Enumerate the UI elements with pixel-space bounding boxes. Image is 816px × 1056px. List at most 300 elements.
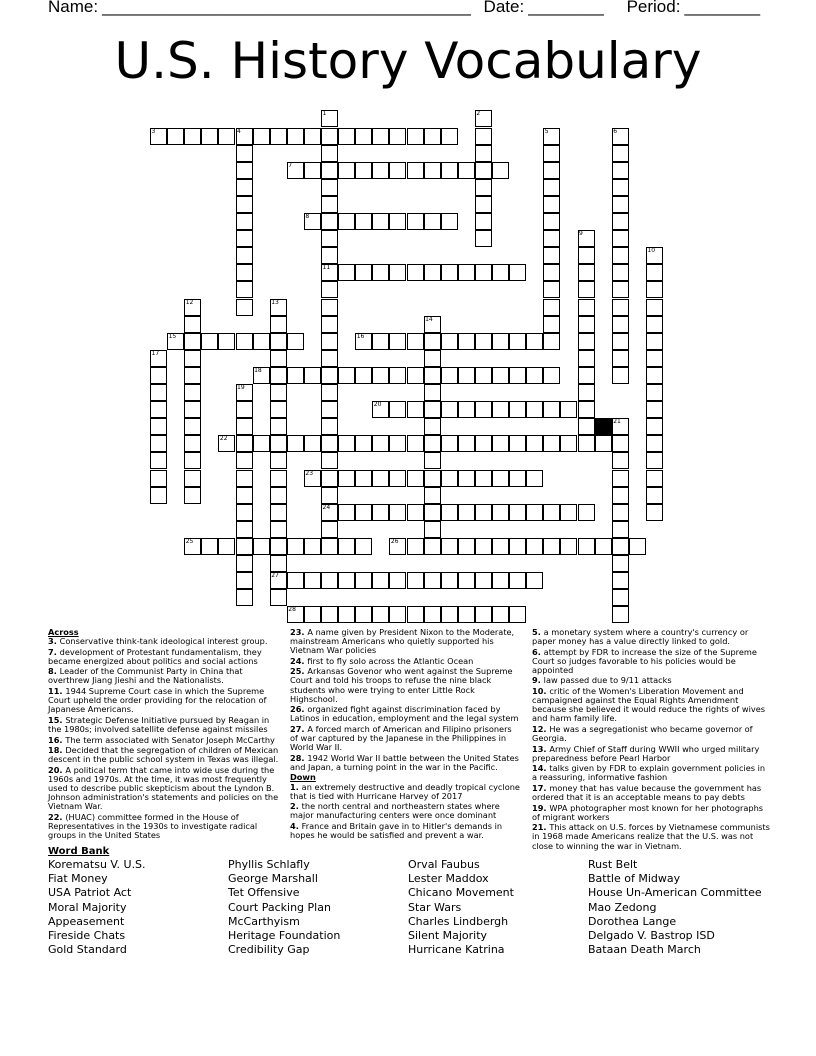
grid-cell[interactable] <box>543 145 560 162</box>
grid-cell[interactable] <box>492 538 509 555</box>
grid-cell[interactable] <box>218 128 235 145</box>
grid-cell[interactable] <box>578 435 595 452</box>
grid-cell[interactable] <box>441 470 458 487</box>
grid-cell[interactable] <box>270 401 287 418</box>
grid-cell[interactable] <box>560 401 577 418</box>
grid-cell[interactable] <box>526 435 543 452</box>
grid-cell[interactable] <box>270 350 287 367</box>
grid-cell[interactable] <box>526 572 543 589</box>
grid-cell[interactable] <box>458 606 475 623</box>
grid-cell[interactable] <box>372 264 389 281</box>
grid-cell[interactable] <box>150 401 167 418</box>
grid-cell[interactable] <box>270 521 287 538</box>
grid-cell[interactable] <box>526 538 543 555</box>
grid-cell[interactable] <box>407 504 424 521</box>
grid-cell[interactable] <box>612 196 629 213</box>
grid-cell[interactable] <box>270 333 287 350</box>
grid-cell[interactable] <box>389 264 406 281</box>
grid-cell[interactable] <box>338 538 355 555</box>
grid-cell[interactable] <box>253 538 270 555</box>
grid-cell[interactable] <box>201 128 218 145</box>
grid-cell[interactable] <box>389 504 406 521</box>
grid-cell[interactable] <box>236 281 253 298</box>
grid-cell[interactable] <box>270 435 287 452</box>
grid-cell[interactable] <box>184 452 201 469</box>
grid-cell[interactable] <box>150 384 167 401</box>
grid-cell[interactable] <box>184 470 201 487</box>
grid-cell[interactable] <box>236 589 253 606</box>
grid-cell[interactable] <box>236 179 253 196</box>
grid-cell[interactable] <box>629 538 646 555</box>
grid-cell[interactable] <box>475 162 492 179</box>
grid-cell[interactable] <box>646 350 663 367</box>
grid-cell[interactable] <box>475 213 492 230</box>
grid-cell[interactable] <box>441 128 458 145</box>
grid-cell[interactable] <box>372 435 389 452</box>
grid-cell[interactable] <box>321 179 338 196</box>
grid-cell[interactable] <box>578 299 595 316</box>
grid-cell[interactable] <box>424 572 441 589</box>
grid-cell[interactable] <box>492 264 509 281</box>
grid-cell[interactable] <box>321 145 338 162</box>
grid-cell[interactable] <box>458 264 475 281</box>
grid-cell[interactable] <box>321 350 338 367</box>
grid-cell[interactable] <box>407 367 424 384</box>
grid-cell[interactable] <box>287 538 304 555</box>
grid-cell[interactable] <box>372 504 389 521</box>
grid-cell[interactable] <box>304 162 321 179</box>
grid-cell[interactable] <box>236 470 253 487</box>
grid-cell[interactable] <box>355 470 372 487</box>
grid-cell[interactable] <box>355 538 372 555</box>
grid-cell[interactable] <box>441 435 458 452</box>
grid-cell[interactable] <box>543 281 560 298</box>
grid-cell[interactable] <box>458 333 475 350</box>
grid-cell[interactable] <box>321 572 338 589</box>
grid-cell[interactable] <box>372 606 389 623</box>
grid-cell[interactable] <box>578 384 595 401</box>
grid-cell[interactable] <box>338 213 355 230</box>
grid-cell[interactable] <box>441 367 458 384</box>
grid-cell[interactable] <box>475 128 492 145</box>
grid-cell[interactable] <box>492 606 509 623</box>
grid-cell[interactable] <box>646 281 663 298</box>
grid-cell[interactable] <box>236 230 253 247</box>
grid-cell[interactable] <box>612 367 629 384</box>
grid-cell[interactable] <box>236 213 253 230</box>
grid-cell[interactable] <box>167 128 184 145</box>
grid-cell[interactable] <box>612 162 629 179</box>
grid-cell[interactable] <box>578 281 595 298</box>
grid-cell[interactable] <box>407 435 424 452</box>
grid-cell[interactable] <box>270 487 287 504</box>
grid-cell[interactable] <box>321 487 338 504</box>
grid-cell[interactable] <box>543 299 560 316</box>
name-line[interactable]: _______________________________________ <box>102 0 471 16</box>
grid-cell[interactable] <box>270 504 287 521</box>
grid-cell[interactable] <box>304 538 321 555</box>
grid-cell[interactable] <box>441 264 458 281</box>
grid-cell[interactable] <box>612 572 629 589</box>
grid-cell[interactable] <box>321 196 338 213</box>
period-line[interactable]: ________ <box>684 0 761 16</box>
grid-cell[interactable] <box>543 401 560 418</box>
grid-cell[interactable] <box>236 521 253 538</box>
grid-cell[interactable] <box>492 504 509 521</box>
grid-cell[interactable] <box>612 230 629 247</box>
grid-cell[interactable] <box>150 487 167 504</box>
grid-cell[interactable] <box>424 264 441 281</box>
date-line[interactable]: ________ <box>528 0 604 16</box>
grid-cell[interactable] <box>646 316 663 333</box>
grid-cell[interactable] <box>646 435 663 452</box>
grid-cell[interactable] <box>492 162 509 179</box>
grid-cell[interactable] <box>150 435 167 452</box>
grid-cell[interactable] <box>424 538 441 555</box>
grid-cell[interactable] <box>407 572 424 589</box>
grid-cell[interactable] <box>270 589 287 606</box>
grid-cell[interactable] <box>424 487 441 504</box>
grid-cell[interactable] <box>458 435 475 452</box>
grid-cell[interactable] <box>441 504 458 521</box>
grid-cell[interactable] <box>338 367 355 384</box>
grid-cell[interactable] <box>287 367 304 384</box>
grid-cell[interactable] <box>509 401 526 418</box>
grid-cell[interactable] <box>321 521 338 538</box>
grid-cell[interactable] <box>201 538 218 555</box>
grid-cell[interactable] <box>407 128 424 145</box>
grid-cell[interactable] <box>253 435 270 452</box>
grid-cell[interactable] <box>612 521 629 538</box>
grid-cell[interactable] <box>441 213 458 230</box>
grid-cell[interactable] <box>304 367 321 384</box>
grid-cell[interactable] <box>236 333 253 350</box>
grid-cell[interactable] <box>612 435 629 452</box>
grid-cell[interactable] <box>526 367 543 384</box>
grid-cell[interactable] <box>270 384 287 401</box>
grid-cell[interactable] <box>236 555 253 572</box>
grid-cell[interactable] <box>355 435 372 452</box>
grid-cell[interactable] <box>424 418 441 435</box>
grid-cell[interactable] <box>236 418 253 435</box>
grid-cell[interactable] <box>612 333 629 350</box>
grid-cell[interactable] <box>509 606 526 623</box>
grid-cell[interactable] <box>150 452 167 469</box>
grid-cell[interactable] <box>458 401 475 418</box>
grid-cell[interactable] <box>184 401 201 418</box>
grid-cell[interactable] <box>236 504 253 521</box>
grid-cell[interactable] <box>475 606 492 623</box>
grid-cell[interactable] <box>612 452 629 469</box>
grid-cell[interactable] <box>424 470 441 487</box>
grid-cell[interactable] <box>560 435 577 452</box>
grid-cell[interactable] <box>475 504 492 521</box>
grid-cell[interactable] <box>612 281 629 298</box>
grid-cell[interactable] <box>578 247 595 264</box>
grid-cell[interactable] <box>236 487 253 504</box>
grid-cell[interactable] <box>578 333 595 350</box>
grid-cell[interactable] <box>389 162 406 179</box>
grid-cell[interactable] <box>543 435 560 452</box>
grid-cell[interactable] <box>321 316 338 333</box>
grid-cell[interactable] <box>612 350 629 367</box>
grid-cell[interactable] <box>612 470 629 487</box>
grid-cell[interactable] <box>304 435 321 452</box>
grid-cell[interactable] <box>543 196 560 213</box>
grid-cell[interactable] <box>304 128 321 145</box>
grid-cell[interactable] <box>458 367 475 384</box>
grid-cell[interactable] <box>372 367 389 384</box>
grid-cell[interactable] <box>543 316 560 333</box>
grid-cell[interactable] <box>612 213 629 230</box>
grid-cell[interactable] <box>355 606 372 623</box>
grid-cell[interactable] <box>201 333 218 350</box>
grid-cell[interactable] <box>372 572 389 589</box>
grid-cell[interactable] <box>338 572 355 589</box>
grid-cell[interactable] <box>321 384 338 401</box>
grid-cell[interactable] <box>458 470 475 487</box>
grid-cell[interactable] <box>287 128 304 145</box>
grid-cell[interactable] <box>526 401 543 418</box>
grid-cell[interactable] <box>578 538 595 555</box>
grid-cell[interactable] <box>321 230 338 247</box>
grid-cell[interactable] <box>407 333 424 350</box>
grid-cell[interactable] <box>424 401 441 418</box>
grid-cell[interactable] <box>150 470 167 487</box>
grid-cell[interactable] <box>184 333 201 350</box>
grid-cell[interactable] <box>389 128 406 145</box>
grid-cell[interactable] <box>424 435 441 452</box>
grid-cell[interactable] <box>270 316 287 333</box>
grid-cell[interactable] <box>475 145 492 162</box>
grid-cell[interactable] <box>372 470 389 487</box>
grid-cell[interactable] <box>321 299 338 316</box>
grid-cell[interactable] <box>270 555 287 572</box>
grid-cell[interactable] <box>338 162 355 179</box>
grid-cell[interactable] <box>389 213 406 230</box>
grid-cell[interactable] <box>355 572 372 589</box>
grid-cell[interactable] <box>355 213 372 230</box>
grid-cell[interactable] <box>475 333 492 350</box>
grid-cell[interactable] <box>236 452 253 469</box>
grid-cell[interactable] <box>612 264 629 281</box>
grid-cell[interactable] <box>646 487 663 504</box>
grid-cell[interactable] <box>424 128 441 145</box>
grid-cell[interactable] <box>407 264 424 281</box>
grid-cell[interactable] <box>321 606 338 623</box>
grid-cell[interactable] <box>355 367 372 384</box>
grid-cell[interactable] <box>424 350 441 367</box>
grid-cell[interactable] <box>424 384 441 401</box>
grid-cell[interactable] <box>321 418 338 435</box>
grid-cell[interactable] <box>475 401 492 418</box>
grid-cell[interactable] <box>612 299 629 316</box>
grid-cell[interactable] <box>389 572 406 589</box>
grid-cell[interactable] <box>407 538 424 555</box>
grid-cell[interactable] <box>184 367 201 384</box>
grid-cell[interactable] <box>184 316 201 333</box>
grid-cell[interactable] <box>543 213 560 230</box>
grid-cell[interactable] <box>492 333 509 350</box>
grid-cell[interactable] <box>526 504 543 521</box>
grid-cell[interactable] <box>543 162 560 179</box>
grid-cell[interactable] <box>543 538 560 555</box>
grid-cell[interactable] <box>646 384 663 401</box>
grid-cell[interactable] <box>543 230 560 247</box>
grid-cell[interactable] <box>270 538 287 555</box>
grid-cell[interactable] <box>236 162 253 179</box>
grid-cell[interactable] <box>543 247 560 264</box>
grid-cell[interactable] <box>389 401 406 418</box>
grid-cell[interactable] <box>236 145 253 162</box>
grid-cell[interactable] <box>475 538 492 555</box>
grid-cell[interactable] <box>407 470 424 487</box>
grid-cell[interactable] <box>338 128 355 145</box>
grid-cell[interactable] <box>253 333 270 350</box>
grid-cell[interactable] <box>355 504 372 521</box>
grid-cell[interactable] <box>612 316 629 333</box>
grid-cell[interactable] <box>612 555 629 572</box>
grid-cell[interactable] <box>441 606 458 623</box>
grid-cell[interactable] <box>338 504 355 521</box>
grid-cell[interactable] <box>184 350 201 367</box>
grid-cell[interactable] <box>424 213 441 230</box>
grid-cell[interactable] <box>458 538 475 555</box>
grid-cell[interactable] <box>612 538 629 555</box>
grid-cell[interactable] <box>236 264 253 281</box>
grid-cell[interactable] <box>492 435 509 452</box>
grid-cell[interactable] <box>424 333 441 350</box>
grid-cell[interactable] <box>458 504 475 521</box>
grid-cell[interactable] <box>389 606 406 623</box>
grid-cell[interactable] <box>321 213 338 230</box>
grid-cell[interactable] <box>270 452 287 469</box>
grid-cell[interactable] <box>646 401 663 418</box>
grid-cell[interactable] <box>543 367 560 384</box>
grid-cell[interactable] <box>441 572 458 589</box>
grid-cell[interactable] <box>218 538 235 555</box>
grid-cell[interactable] <box>236 247 253 264</box>
grid-cell[interactable] <box>321 281 338 298</box>
grid-cell[interactable] <box>646 452 663 469</box>
grid-cell[interactable] <box>492 401 509 418</box>
grid-cell[interactable] <box>236 196 253 213</box>
grid-cell[interactable] <box>287 333 304 350</box>
grid-cell[interactable] <box>372 128 389 145</box>
grid-cell[interactable] <box>646 264 663 281</box>
grid-cell[interactable] <box>389 333 406 350</box>
grid-cell[interactable] <box>236 299 253 316</box>
grid-cell[interactable] <box>612 179 629 196</box>
grid-cell[interactable] <box>509 572 526 589</box>
grid-cell[interactable] <box>492 470 509 487</box>
grid-cell[interactable] <box>595 538 612 555</box>
grid-cell[interactable] <box>321 367 338 384</box>
grid-cell[interactable] <box>543 504 560 521</box>
grid-cell[interactable] <box>441 162 458 179</box>
grid-cell[interactable] <box>458 572 475 589</box>
grid-cell[interactable] <box>560 538 577 555</box>
grid-cell[interactable] <box>560 504 577 521</box>
grid-cell[interactable] <box>543 264 560 281</box>
grid-cell[interactable] <box>578 316 595 333</box>
grid-cell[interactable] <box>407 213 424 230</box>
grid-cell[interactable] <box>338 435 355 452</box>
grid-cell[interactable] <box>372 162 389 179</box>
grid-cell[interactable] <box>578 264 595 281</box>
grid-cell[interactable] <box>355 162 372 179</box>
grid-cell[interactable] <box>424 504 441 521</box>
grid-cell[interactable] <box>475 470 492 487</box>
grid-cell[interactable] <box>218 333 235 350</box>
grid-cell[interactable] <box>321 333 338 350</box>
grid-cell[interactable] <box>441 333 458 350</box>
grid-cell[interactable] <box>578 350 595 367</box>
grid-cell[interactable] <box>612 606 629 623</box>
grid-cell[interactable] <box>595 435 612 452</box>
grid-cell[interactable] <box>321 162 338 179</box>
grid-cell[interactable] <box>424 521 441 538</box>
grid-cell[interactable] <box>270 418 287 435</box>
grid-cell[interactable] <box>184 128 201 145</box>
grid-cell[interactable] <box>184 487 201 504</box>
grid-cell[interactable] <box>441 538 458 555</box>
grid-cell[interactable] <box>424 452 441 469</box>
grid-cell[interactable] <box>184 435 201 452</box>
grid-cell[interactable] <box>321 470 338 487</box>
grid-cell[interactable] <box>475 264 492 281</box>
grid-cell[interactable] <box>321 128 338 145</box>
grid-cell[interactable] <box>150 418 167 435</box>
grid-cell[interactable] <box>509 435 526 452</box>
grid-cell[interactable] <box>321 435 338 452</box>
grid-cell[interactable] <box>321 538 338 555</box>
grid-cell[interactable] <box>424 367 441 384</box>
grid-cell[interactable] <box>321 452 338 469</box>
grid-cell[interactable] <box>612 487 629 504</box>
grid-cell[interactable] <box>270 367 287 384</box>
grid-cell[interactable] <box>407 162 424 179</box>
grid-cell[interactable] <box>578 401 595 418</box>
grid-cell[interactable] <box>270 128 287 145</box>
grid-cell[interactable] <box>389 470 406 487</box>
grid-cell[interactable] <box>236 435 253 452</box>
grid-cell[interactable] <box>578 504 595 521</box>
grid-cell[interactable] <box>543 179 560 196</box>
grid-cell[interactable] <box>338 470 355 487</box>
grid-cell[interactable] <box>475 179 492 196</box>
grid-cell[interactable] <box>526 470 543 487</box>
grid-cell[interactable] <box>646 333 663 350</box>
grid-cell[interactable] <box>509 538 526 555</box>
grid-cell[interactable] <box>475 196 492 213</box>
grid-cell[interactable] <box>492 367 509 384</box>
grid-cell[interactable] <box>304 606 321 623</box>
grid-cell[interactable] <box>236 401 253 418</box>
grid-cell[interactable] <box>492 572 509 589</box>
grid-cell[interactable] <box>612 589 629 606</box>
grid-cell[interactable] <box>475 367 492 384</box>
grid-cell[interactable] <box>646 504 663 521</box>
grid-cell[interactable] <box>509 470 526 487</box>
grid-cell[interactable] <box>338 264 355 281</box>
grid-cell[interactable] <box>236 572 253 589</box>
grid-cell[interactable] <box>407 606 424 623</box>
grid-cell[interactable] <box>253 128 270 145</box>
grid-cell[interactable] <box>287 572 304 589</box>
grid-cell[interactable] <box>150 367 167 384</box>
grid-cell[interactable] <box>475 572 492 589</box>
